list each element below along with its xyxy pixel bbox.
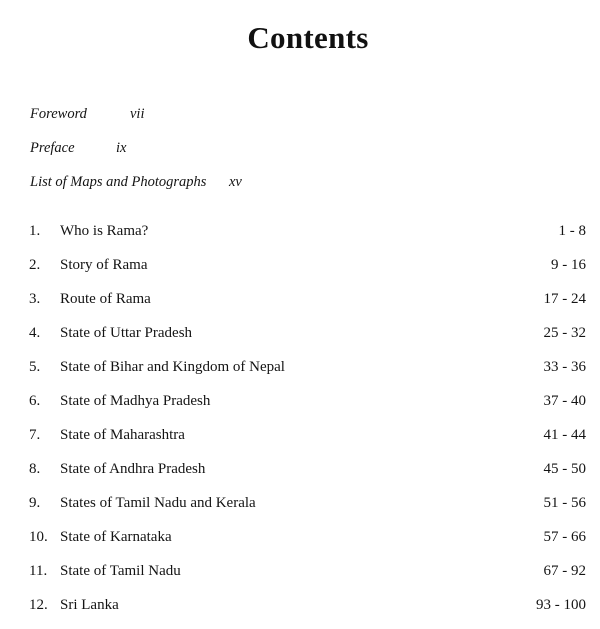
chapter-title: State of Madhya Pradesh — [60, 393, 211, 409]
front-matter-preface — [30, 140, 127, 157]
toc-entry-7 — [0, 427, 600, 447]
chapter-number: 10. — [29, 529, 48, 545]
chapter-title: State of Karnataka — [60, 529, 172, 545]
toc-entry-3 — [0, 291, 600, 311]
chapter-number: 7. — [29, 427, 41, 443]
chapter-pages: 1 - 8 — [558, 223, 586, 239]
chapter-number: 6. — [29, 393, 41, 409]
chapter-pages: 9 - 16 — [551, 257, 586, 273]
chapter-number: 8. — [29, 461, 41, 477]
chapter-title: Who is Rama? — [60, 223, 149, 239]
toc-entry-9 — [0, 495, 600, 515]
chapter-pages: 67 - 92 — [543, 563, 586, 579]
chapter-title: Story of Rama — [60, 257, 148, 273]
chapter-pages: 37 - 40 — [543, 393, 586, 409]
chapter-title: Sri Lanka — [60, 597, 119, 613]
front-matter-page: vii — [130, 106, 145, 122]
chapter-title: State of Andhra Pradesh — [60, 461, 206, 477]
front-matter-page: xv — [229, 174, 242, 190]
toc-entry-1 — [0, 223, 600, 243]
chapter-pages: 41 - 44 — [543, 427, 586, 443]
toc-entry-8 — [0, 461, 600, 481]
front-matter-page: ix — [116, 140, 127, 156]
toc-entry-4 — [0, 325, 600, 345]
chapter-pages: 25 - 32 — [543, 325, 586, 341]
chapter-title: Route of Rama — [60, 291, 151, 307]
chapter-title: State of Bihar and Kingdom of Nepal — [60, 359, 285, 375]
chapter-title: State of Maharashtra — [60, 427, 185, 443]
front-matter-label: Foreword — [30, 106, 87, 122]
toc-entry-12 — [0, 597, 600, 617]
chapter-pages: 51 - 56 — [543, 495, 586, 511]
page-title: Contents — [247, 20, 369, 55]
chapter-pages: 57 - 66 — [543, 529, 586, 545]
chapter-title: State of Uttar Pradesh — [60, 325, 193, 341]
chapter-pages: 33 - 36 — [543, 359, 586, 375]
toc-entry-5 — [0, 359, 600, 379]
chapter-number: 5. — [29, 359, 41, 375]
toc-entry-6 — [0, 393, 600, 413]
chapter-number: 12. — [29, 597, 48, 613]
chapter-pages: 45 - 50 — [543, 461, 586, 477]
chapter-number: 4. — [29, 325, 41, 341]
front-matter-label: List of Maps and Photographs — [30, 174, 207, 190]
chapter-number: 1. — [29, 223, 41, 239]
front-matter-foreword — [30, 106, 145, 123]
front-matter-label: Preface — [30, 140, 75, 156]
chapter-pages: 93 - 100 — [536, 597, 586, 613]
toc-entry-2 — [0, 257, 600, 277]
toc-entry-11 — [0, 563, 600, 583]
chapter-number: 11. — [29, 563, 48, 579]
chapter-title: States of Tamil Nadu and Kerala — [60, 495, 256, 511]
chapter-number: 3. — [29, 291, 41, 307]
chapter-number: 9. — [29, 495, 41, 511]
toc-entry-10 — [0, 529, 600, 549]
chapter-title: State of Tamil Nadu — [60, 563, 181, 579]
front-matter-maps-photographs — [30, 174, 242, 191]
chapter-number: 2. — [29, 257, 41, 273]
chapter-pages: 17 - 24 — [543, 291, 586, 307]
